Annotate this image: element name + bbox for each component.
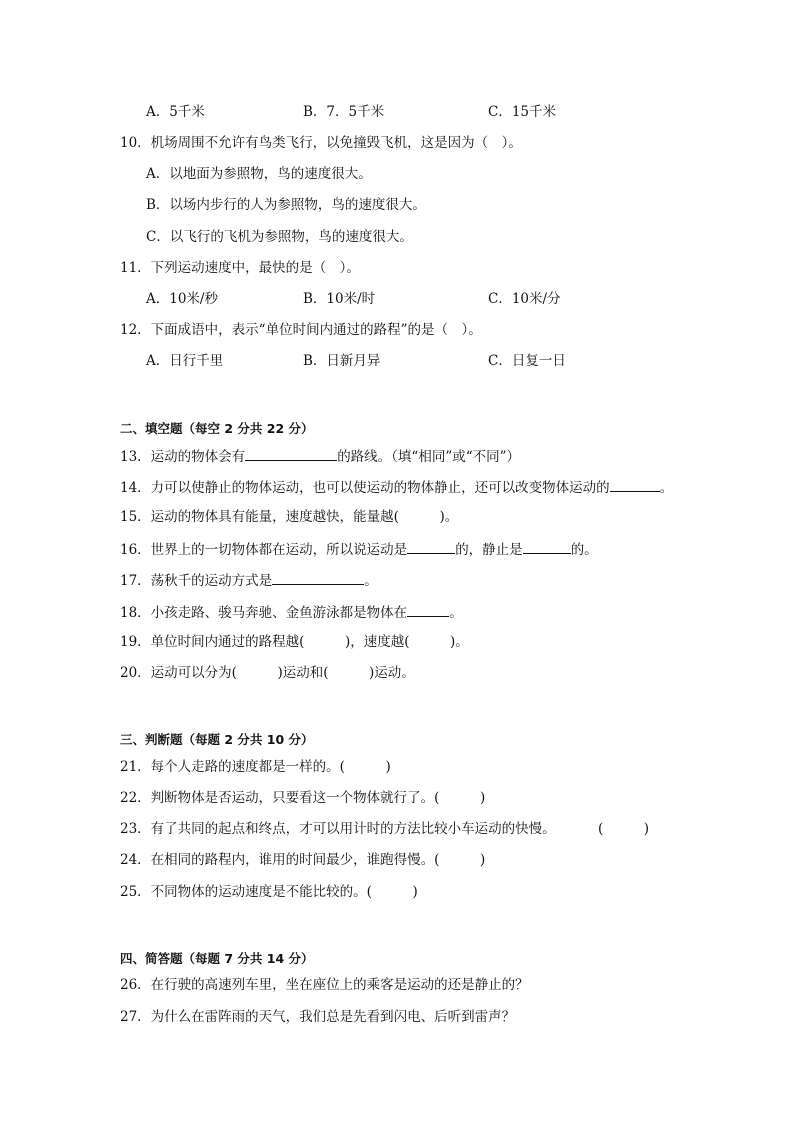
q10-option-c: C．以飞行的飞机为参照物，鸟的速度很大。: [146, 229, 413, 245]
section4-title: 四、简答题（每题 7 分共 14 分）: [120, 951, 314, 966]
q12-stem: 12．下面成语中，表示“单位时间内通过的路程”的是（ ）。: [120, 322, 482, 338]
q25: 25．不同物体的运动速度是不能比较的。( ): [120, 884, 418, 900]
q18: [120, 602, 463, 622]
section3-title: 三、判断题（每题 2 分共 10 分）: [120, 732, 314, 747]
section2-title: 二、填空题（每空 2 分共 22 分）: [120, 421, 314, 436]
q14-text-a: 14．力可以使静止的物体运动，也可以使运动的物体静止，还可以改变物体运动的: [120, 480, 610, 496]
q16: [120, 539, 598, 559]
q16-text-a: 16．世界上的一切物体都在运动，所以说运动是: [120, 542, 408, 558]
q13-text-a: 13．运动的物体会有: [120, 449, 246, 465]
q15: 15．运动的物体具有能量，速度越快，能量越( )。: [120, 509, 459, 525]
q11-stem: 11．下列运动速度中，最快的是（ ）。: [120, 260, 360, 276]
q18-text-b: 。: [449, 605, 463, 621]
q26: 26．在行驶的高速列车里，坐在座位上的乘客是运动的还是静止的？: [120, 977, 529, 993]
q16-text-b: 的，静止是: [455, 542, 523, 558]
q10-option-b: B．以场内步行的人为参照物，鸟的速度很大。: [146, 197, 426, 213]
q13-blank[interactable]: [245, 446, 337, 461]
q10-stem: 10．机场周围不允许有鸟类飞行，以免撞毁飞机，这是因为（ ）。: [120, 135, 522, 151]
q27: 27．为什么在雷阵雨的天气，我们总是先看到闪电、后听到雷声？: [120, 1009, 516, 1025]
q20: 20．运动可以分为( )运动和( )运动。: [120, 665, 415, 681]
q12-option-b: B．日新月异: [303, 353, 381, 369]
q18-blank[interactable]: [407, 602, 449, 617]
q16-text-c: 的。: [570, 542, 598, 558]
q10-option-a: A．以地面为参照物，鸟的速度很大。: [146, 166, 372, 182]
q9-option-a: A．5千米: [146, 104, 205, 120]
q14-text-b: 。: [659, 480, 674, 496]
q16-blank-2[interactable]: [523, 539, 571, 554]
q14-blank[interactable]: [610, 477, 660, 492]
q17-text-b: 。: [364, 573, 378, 589]
q14: [120, 477, 673, 497]
q16-blank-1[interactable]: [407, 539, 455, 554]
q9-option-b: B．7．5千米: [303, 104, 385, 120]
q13-text-b: 的路线。（填“相同”或“不同”）: [337, 449, 521, 465]
q11-option-a: A．10米/秒: [146, 291, 218, 307]
q17: [120, 570, 378, 590]
q19: 19．单位时间内通过的路程越( )，速度越( )。: [120, 634, 469, 650]
q12-option-c: C．日复一日: [488, 353, 566, 369]
q18-text-a: 18．小孩走路、骏马奔驰、金鱼游泳都是物体在: [120, 605, 408, 621]
q24: 24．在相同的路程内，谁用的时间最少，谁跑得慢。( ): [120, 852, 486, 868]
q13: [120, 446, 520, 466]
q11-option-c: C．10米/分: [488, 291, 561, 307]
q23: 23．有了共同的起点和终点，才可以用计时的方法比较小车运动的快慢。: [120, 821, 556, 837]
q23-answer-paren: ( ): [598, 821, 650, 837]
q17-text-a: 17．荡秋千的运动方式是: [120, 573, 273, 589]
q12-option-a: A．日行千里: [146, 353, 224, 369]
q11-option-b: B．10米/时: [303, 291, 376, 307]
q21: 21．每个人走路的速度都是一样的。( ): [120, 759, 391, 775]
q22: 22．判断物体是否运动，只要看这一个物体就行了。( ): [120, 790, 486, 806]
q17-blank[interactable]: [272, 570, 364, 585]
q9-option-c: C．15千米: [488, 104, 557, 120]
